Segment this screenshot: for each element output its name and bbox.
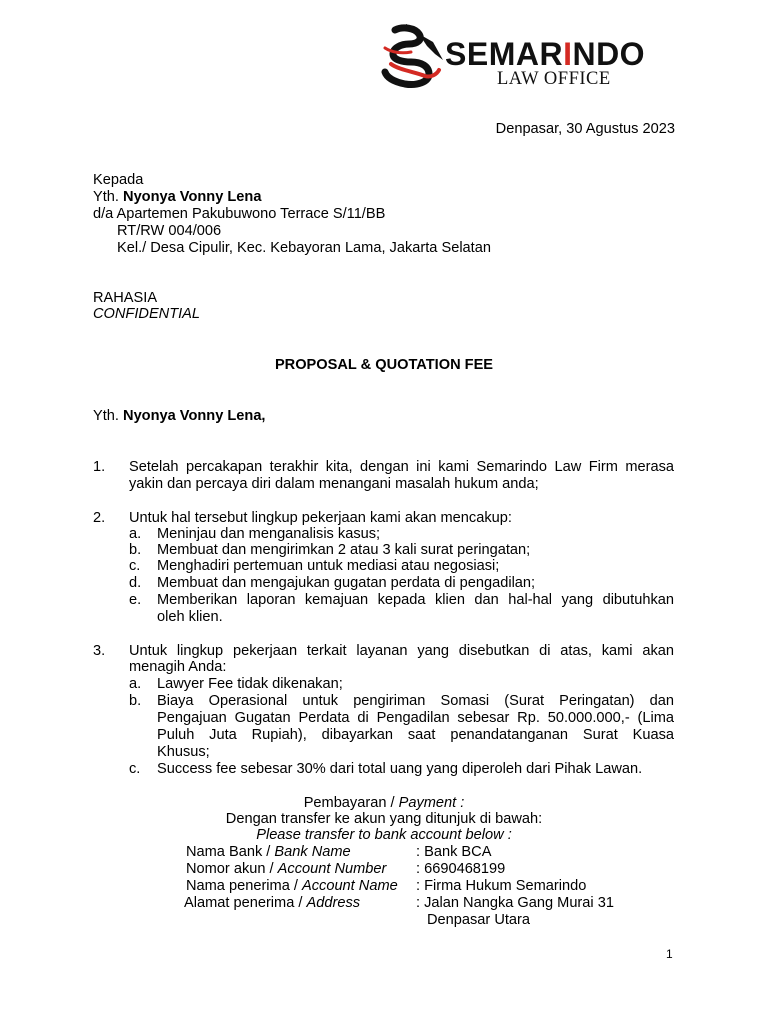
payment-instruction-en: Please transfer to bank account below :: [256, 827, 512, 843]
document-title: PROPOSAL & QUOTATION FEE: [274, 357, 494, 373]
sub-item-letter: b.: [129, 542, 142, 558]
item-3-line: menagih Anda:: [129, 659, 227, 675]
item-1-line: yakin dan percaya diri dalam menangani masalah hukum anda;: [129, 476, 539, 492]
sub-item-text: Biaya Operasional untuk pengiriman Somasi (Surat Peringatan) dan: [157, 693, 674, 709]
payment-row-label: Nama penerima / Account Name: [186, 878, 398, 894]
payment-row-value: : 6690468199: [416, 861, 506, 877]
sub-item-letter: c.: [129, 558, 141, 574]
item-2-line: Untuk hal tersebut lingkup pekerjaan kami akan mencakup:: [129, 510, 512, 526]
recipient-address-line1: d/a Apartemen Pakubuwono Terrace S/11/BB: [93, 206, 386, 222]
payment-row-label: Nomor akun / Account Number: [186, 861, 387, 877]
recipient-kepada: Kepada: [93, 172, 144, 188]
payment-row-value: : Firma Hukum Semarindo: [416, 878, 587, 894]
item-number: 2.: [93, 510, 106, 526]
sub-item-text: Khusus;: [157, 744, 210, 760]
letter-date: Denpasar, 30 Agustus 2023: [495, 121, 675, 137]
item-1-line: Setelah percakapan terakhir kita, dengan ini kami Semarindo Law Firm merasa: [129, 459, 674, 475]
sub-item-text: oleh klien.: [157, 609, 223, 625]
sub-item-text: Lawyer Fee tidak dikenakan;: [157, 676, 343, 692]
classification-label: RAHASIA: [93, 290, 158, 306]
sub-item-letter: e.: [129, 592, 142, 608]
sub-item-letter: b.: [129, 693, 142, 709]
salutation: Yth. Nyonya Vonny Lena,: [93, 408, 266, 424]
sub-item-letter: a.: [129, 676, 142, 692]
page-number: 1: [666, 947, 673, 961]
sub-item-text: Pengajuan Gugatan Perdata di Pengadilan sebesar Rp. 50.000.000,- (Lima: [157, 710, 674, 726]
sub-item-text: Puluh Juta Rupiah), dibayarkan saat penandatanganan Surat Kuasa: [157, 727, 674, 743]
recipient-name: Nyonya Vonny Lena: [123, 189, 262, 205]
dragon-emblem-icon: [381, 24, 443, 90]
sub-item-text: Membuat dan mengajukan gugatan perdata di pengadilan;: [157, 575, 536, 591]
recipient-name-line: Yth. Nyonya Vonny Lena: [93, 189, 262, 205]
logo-wordmark: SEMARINDO: [445, 36, 646, 72]
logo-subtitle: LAW OFFICE: [497, 69, 611, 89]
law-office-logo: [381, 24, 681, 90]
payment-row-label: Nama Bank / Bank Name: [186, 844, 351, 860]
sub-item-letter: c.: [129, 761, 141, 777]
item-number: 1.: [93, 459, 106, 475]
classification-label-en: CONFIDENTIAL: [93, 306, 201, 322]
sub-item-letter: a.: [129, 526, 142, 542]
payment-row-value: : Bank BCA: [416, 844, 492, 860]
payment-row-value: : Jalan Nangka Gang Murai 31: [416, 895, 614, 911]
sub-item-letter: d.: [129, 575, 142, 591]
payment-address-line2: Denpasar Utara: [427, 912, 531, 928]
sub-item-text: Menghadiri pertemuan untuk mediasi atau negosiasi;: [157, 558, 500, 574]
payment-row-label: Alamat penerima / Address: [184, 895, 361, 911]
sub-item-text: Success fee sebesar 30% dari total uang yang diperoleh dari Pihak Lawan.: [157, 761, 643, 777]
recipient-address-line2: RT/RW 004/006: [117, 223, 222, 239]
payment-heading: Pembayaran / Payment :: [303, 795, 465, 811]
recipient-address-line3: Kel./ Desa Cipulir, Kec. Kebayoran Lama, Jakarta Selatan: [117, 240, 491, 256]
sub-item-text: Memberikan laporan kemajuan kepada klien dan hal-hal yang dibutuhkan: [157, 592, 674, 608]
salutation-name: Nyonya Vonny Lena,: [123, 408, 266, 424]
item-3-line: Untuk lingkup pekerjaan terkait layanan yang disebutkan di atas, kami akan: [129, 643, 674, 659]
item-number: 3.: [93, 643, 106, 659]
payment-instruction: Dengan transfer ke akun yang ditunjuk di bawah:: [225, 811, 543, 827]
sub-item-text: Meninjau dan menganalisis kasus;: [157, 526, 381, 542]
sub-item-text: Membuat dan mengirimkan 2 atau 3 kali surat peringatan;: [157, 542, 531, 558]
